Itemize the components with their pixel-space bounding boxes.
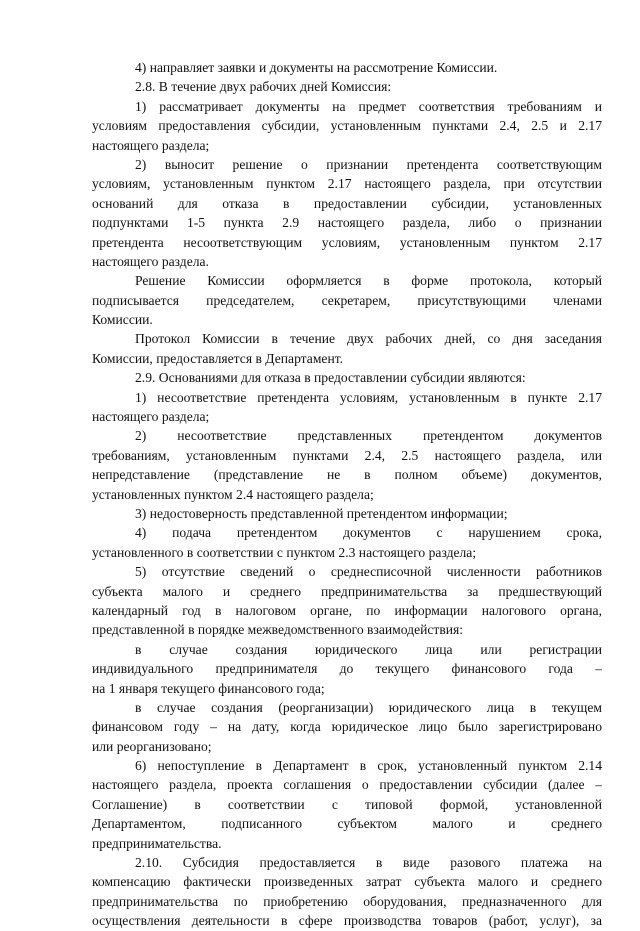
text-line: претендента несоответствующим условиям, установленным пунктом 2.17 <box>92 234 602 250</box>
text-line: оснований для отказа в предоставлении субсидии, установленных <box>92 195 602 211</box>
text-line: календарный год в налоговом органе, по информации налогового органа, <box>92 602 602 618</box>
text-line: настоящего раздела, проекта соглашения о предоставлении субсидии (далее – <box>92 777 602 793</box>
text-line: 2.10. Субсидия предоставляется в виде разового платежа на <box>135 855 602 871</box>
document-body <box>92 58 602 931</box>
text-line: 5) отсутствие сведений о среднесписочной численности работников <box>135 564 602 580</box>
text-line: 2.8. В течение двух рабочих дней Комиссия: <box>135 79 392 95</box>
text-line: подпунктами 1-5 пункта 2.9 настоящего раздела, либо о признании <box>92 215 602 231</box>
text-line: 2.9. Основаниями для отказа в предоставлении субсидии являются: <box>135 370 526 386</box>
text-line: Департаментом, подписанного субъектом малого и среднего <box>92 816 602 832</box>
text-line: установленных пунктом 2.4 настоящего раздела; <box>92 486 374 502</box>
text-line: непредставление (представление не в полном объеме) документов, <box>92 467 602 483</box>
text-line: предпринимательства. <box>92 835 222 851</box>
text-line: 1) рассматривает документы на предмет соответствия требованиям и <box>135 98 602 114</box>
text-line: требованиям, установленным пунктами 2.4, 2.5 настоящего раздела, или <box>92 447 602 463</box>
text-line: представленной в порядке межведомственного взаимодействия: <box>92 622 464 638</box>
text-line: осуществления деятельности в сфере производства товаров (работ, услуг), за <box>92 913 602 929</box>
text-line: 3) недостоверность представленной претендентом информации; <box>135 505 508 521</box>
text-line: индивидуального предпринимателя до текущего финансового года – <box>92 661 602 677</box>
text-line: настоящего раздела. <box>92 253 209 269</box>
text-line: в случае создания (реорганизации) юридического лица в текущем <box>135 699 602 715</box>
text-line: на 1 января текущего финансового года; <box>92 680 325 696</box>
text-line: финансовом году – на дату, когда юридическое лицо было зарегистрировано <box>92 719 602 735</box>
text-line: 2) выносит решение о признании претендента соответствующим <box>135 156 602 172</box>
text-line: установленного в соответствии с пунктом 2.3 настоящего раздела; <box>92 544 477 560</box>
text-line: компенсацию фактически произведенных затрат субъекта малого и среднего <box>92 874 602 890</box>
text-line: Решение Комиссии оформляется в форме протокола, который <box>135 273 602 289</box>
text-line: настоящего раздела; <box>92 137 210 153</box>
text-line: 4) подача претендентом документов с нарушением срока, <box>135 525 602 541</box>
text-line: Соглашение) в соответствии с типовой формой, установленной <box>92 796 602 812</box>
text-line: Комиссии. <box>92 312 153 328</box>
text-line: настоящего раздела; <box>92 409 210 425</box>
text-line: Комиссии, предоставляется в Департамент. <box>92 350 344 366</box>
text-line: предпринимательства по приобретению оборудования, предназначенного для <box>92 893 602 909</box>
text-line: Протокол Комиссии в течение двух рабочих дней, со дня заседания <box>135 331 602 347</box>
text-line: 2) несоответствие представленных претендентом документов <box>135 428 602 444</box>
text-line: условиям, установленным пунктом 2.17 настоящего раздела, при отсутствии <box>92 176 602 192</box>
text-line: подписывается председателем, секретарем, присутствующими членами <box>92 292 602 308</box>
text-line: 6) непоступление в Департамент в срок, установленный пунктом 2.14 <box>135 758 602 774</box>
text-line: 1) несоответствие претендента условиям, установленным в пункте 2.17 <box>135 389 602 405</box>
text-line: субъекта малого и среднего предпринимательства за предшествующий <box>92 583 602 599</box>
text-line: 4) направляет заявки и документы на рассмотрение Комиссии. <box>135 60 498 75</box>
text-line: условиям предоставления субсидии, установленным пунктами 2.4, 2.5 и 2.17 <box>92 118 602 134</box>
text-line: или реорганизовано; <box>92 738 212 754</box>
text-line: в случае создания юридического лица или регистрации <box>135 641 602 657</box>
